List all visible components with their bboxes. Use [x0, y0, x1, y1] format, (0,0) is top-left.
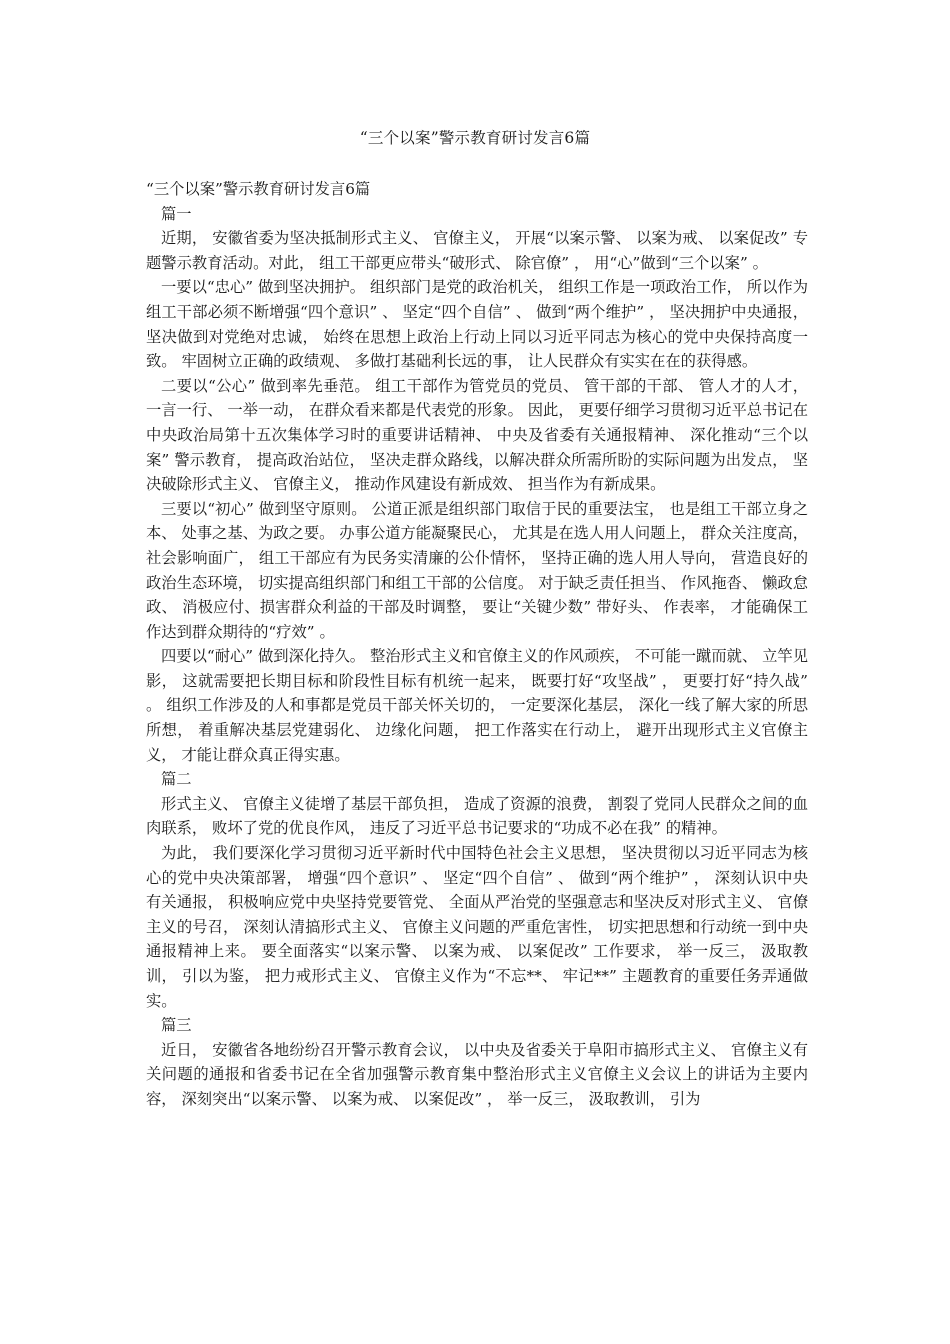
document-body — [146, 177, 808, 1112]
paragraph: 近日， 安徽省各地纷纷召开警示教育会议， 以中央及省委关于阜阳市搞形式主义、 官僚主义有关问题的通报和省委书记在全省加强警示教育集中整治形式主义官僚主义会议上的讲话为主要内容， 深刻突出“以案示警、 以案为戒、 以案促改” ， 举一反三， 汲取教训， 引为 — [146, 1040, 808, 1108]
paragraph: 形式主义、 官僚主义徒增了基层干部负担， 造成了资源的浪费， 割裂了党同人民群众之间的血肉联系， 败坏了党的优良作风， 违反了习近平总书记要求的“功成不必在我” 的精神。 — [146, 794, 808, 838]
document-subtitle: “三个以案”警示教育研讨发言6篇 — [146, 180, 371, 198]
document-title: “三个以案”警示教育研讨发言6篇 — [359, 129, 591, 147]
paragraph: 四要以“耐心” 做到深化持久。 整治形式主义和官僚主义的作风顽疾， 不可能一蹴而就、 立竿见影， 这就需要把长期目标和阶段性目标有机统一起来， 既要打好“攻坚战” ， 更要打好“持久战” 。 组织工作涉及的人和事都是党员干部关怀关切的， 一定要深化基层， 深化一线了解大家的所思所想， 着重解决基层党建弱化、 边缘化问题， 把工作落实在行动上， 避开出现形式主义官僚主义， 才能让群众真正得实惠。 — [146, 647, 808, 764]
paragraph: 为此， 我们要深化学习贯彻习近平新时代中国特色社会主义思想， 坚决贯彻以习近平同志为核心的党中央决策部署， 增强“四个意识” 、 坚定“四个自信” 、 做到“两个维护” ， 深刻认识中央有关通报， 积极响应党中央坚持党要管党、 全面从严治党的坚强意志和坚决反对形式主义、 官僚主义的号召， 深刻认清搞形式主义、 官僚主义问题的严重危害性， 切实把思想和行动统一到中央通报精神上来。 要全面落实“以案示警、 以案为戒、 以案促改” 工作要求， 举一反三， 汲取教训， 引以为鉴， 把力戒形式主义、 官僚主义作为“不忘**、 牢记**” 主题教育的重要任务弄通做实。 — [146, 844, 808, 1010]
paragraph: 一要以“忠心” 做到坚决拥护。 组织部门是党的政治机关， 组织工作是一项政治工作， 所以作为组工干部必须不断增强“四个意识” 、 坚定“四个自信” 、 做到“两个维护” ， 坚决拥护中央通报， 坚决做到对党绝对忠诚， 始终在思想上政治上行动上同以习近平同志为核心的党中央保持高度一致。 牢固树立正确的政绩观、 多做打基础利长远的事， 让人民群众有实实在在的获得感。 — [146, 278, 808, 371]
section-heading: 篇二 — [161, 770, 192, 789]
section-heading: 篇一 — [161, 204, 192, 223]
section-heading: 篇三 — [161, 1016, 192, 1035]
paragraph: 近期， 安徽省委为坚决抵制形式主义、 官僚主义， 开展“以案示警、 以案为戒、 以案促改” 专题警示教育活动。对此， 组工干部更应带头“破形式、 除官僚” ， 用“心”做到“三个以案” 。 — [146, 229, 808, 272]
paragraph: 三要以“初心” 做到坚守原则。 公道正派是组织部门取信于民的重要法宝， 也是组工干部立身之本、 处事之基、为政之要。 办事公道方能凝聚民心， 尤其是在选人用人问题上， 群众关注度高， 社会影响面广， 组工干部应有为民务实清廉的公仆情怀， 坚持正确的选人用人导向， 营造良好的政治生态环境， 切实提高组织部门和组工干部的公信度。 对于缺乏责任担当、 作风拖沓、 懒政怠政、 消极应付、损害群众利益的干部及时调整， 要让“关键少数” 带好头、 作表率， 才能确保工作达到群众期待的“疗效” 。 — [146, 499, 808, 641]
paragraph: 二要以“公心” 做到率先垂范。 组工干部作为管党员的党员、 管干部的干部、 管人才的人才， 一言一行、 一举一动， 在群众看来都是代表党的形象。 因此， 更要仔细学习贯彻习近平总书记在中央政治局第十五次集体学习时的重要讲话精神、 中央及省委有关通报精神、 深化推动“三个以案” 警示教育， 提高政治站位， 坚决走群众路线，以解决群众所需所盼的实际问题为出发点， 坚决破除形式主义、 官僚主义， 推动作风建设有新成效、 担当作为有新成果。 — [146, 376, 808, 494]
